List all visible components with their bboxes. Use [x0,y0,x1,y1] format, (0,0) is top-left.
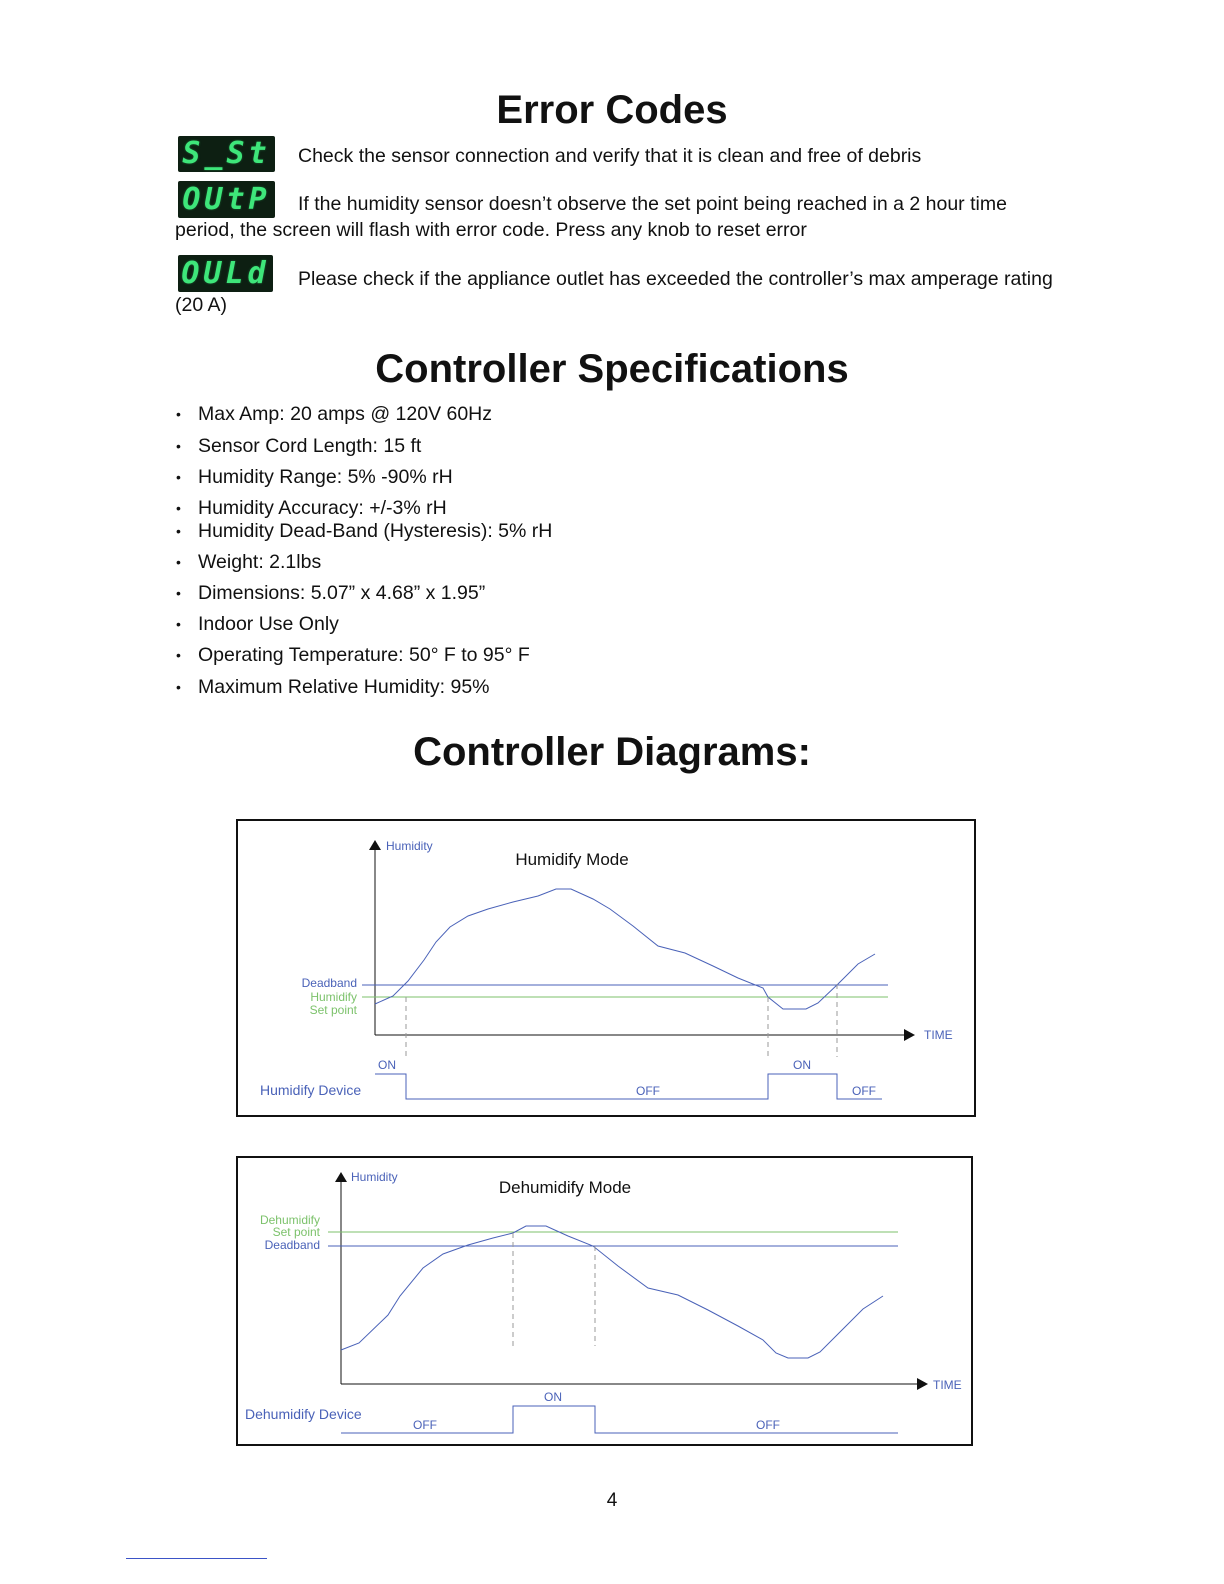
setpoint-label: Dehumidify [259,1213,320,1227]
device-label: Dehumidify Device [245,1406,362,1422]
error-code-display-ould: OULd [178,255,273,292]
diagrams-title: Controller Diagrams: [413,730,811,774]
setpoint-label: Set point [309,1003,357,1017]
bullet-icon: • [176,438,181,454]
bullet-icon: • [176,500,181,516]
x-axis-label: TIME [924,1028,953,1042]
off-label: OFF [756,1418,780,1432]
bullet-icon: • [176,585,181,601]
off-label: OFF [413,1418,437,1432]
error-text: If the humidity sensor doesn’t observe the set point being reached in a 2 hour time period, the screen will flash with error code. Press any knob to reset error [175,193,1007,241]
error-text: Please check if the appliance outlet has exceeded the controller’s max amperage rating (20 A) [175,268,1053,316]
y-axis-label: Humidity [351,1170,398,1184]
deadband-label: Deadband [264,1238,320,1252]
humidify-mode-title: Humidify Mode [515,850,629,869]
setpoint-label: Humidify [310,990,357,1004]
error-code-display-outp: OUtP [178,181,275,218]
error-codes-title: Error Codes [496,88,728,132]
bullet-icon: • [176,647,181,663]
error-description-ould [175,266,1055,318]
y-axis-arrow-icon [369,840,381,850]
bullet-icon: • [176,679,181,695]
off-label: OFF [852,1084,876,1098]
on-label: ON [544,1390,562,1404]
humidity-curve [375,889,875,1009]
humidify-diagram-svg [238,821,974,1115]
page-number: 4 [606,1490,618,1511]
error-code-display-sst: S_St [178,136,275,172]
device-state-trace [375,1074,882,1099]
off-label: OFF [636,1084,660,1098]
dehumidify-mode-title: Dehumidify Mode [498,1178,632,1197]
on-label: ON [378,1058,396,1072]
on-label: ON [793,1058,811,1072]
error-description-outp [175,191,1055,243]
deadband-label: Deadband [301,976,357,990]
footer-divider [126,1558,267,1559]
x-axis-arrow-icon [917,1378,928,1390]
bullet-icon: • [176,523,181,539]
specifications-title: Controller Specifications [375,347,849,391]
setpoint-label: Set point [272,1225,320,1239]
dehumidify-diagram-svg [238,1158,971,1444]
device-label: Humidify Device [260,1082,362,1098]
y-axis-arrow-icon [335,1172,347,1182]
error-description-sst [175,143,1055,169]
dehumidify-mode-diagram [236,1156,973,1446]
x-axis-label: TIME [933,1378,962,1392]
error-text: Check the sensor connection and verify that it is clean and free of debris [298,145,922,167]
bullet-icon: • [176,554,181,570]
y-axis-label: Humidity [386,839,433,853]
bullet-icon: • [176,616,181,632]
x-axis-arrow-icon [904,1029,915,1041]
humidify-mode-diagram [236,819,976,1117]
bullet-icon: • [176,469,181,485]
bullet-icon: • [176,406,181,422]
